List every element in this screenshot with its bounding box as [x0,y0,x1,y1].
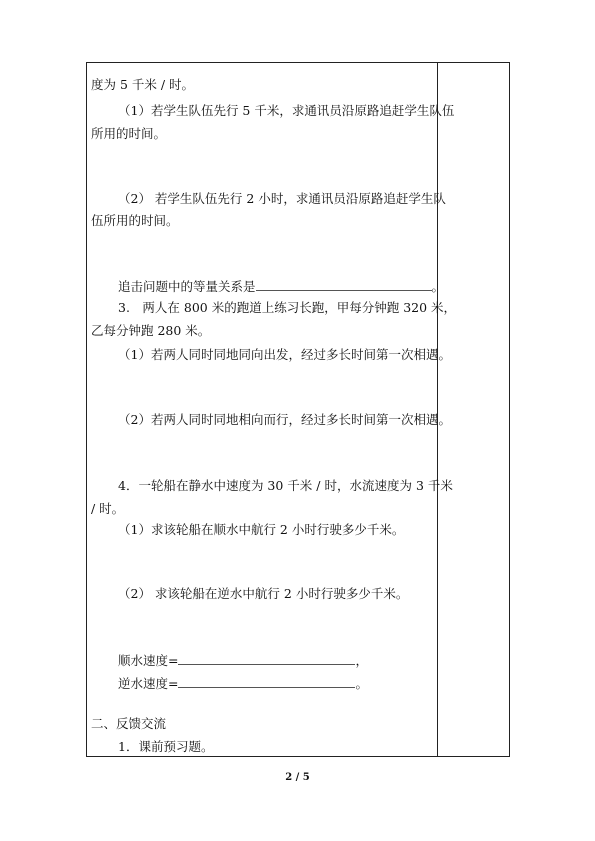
upstream-speed-label: 逆水速度= [118,676,179,691]
problem-3-line-2: 乙每分钟跑 280 米。 [91,323,211,338]
text-line-speed: 度为 5 千米 / 时。 [91,77,195,92]
feedback-item-1: 1．课前预习题。 [118,739,214,754]
upstream-speed-blank[interactable] [178,675,355,688]
upstream-speed-end: 。 [355,676,368,691]
question-1-line-1: （1）若学生队伍先行 5 千米，求通讯员沿原路追赶学生队伍 [118,103,455,118]
table-column-divider [437,62,438,757]
section-heading-feedback: 二、反馈交流 [91,716,167,731]
question-2-line-1: （2） 若学生队伍先行 2 小时，求通讯员沿原路追赶学生队 [118,191,446,206]
chase-relation-label: 追击问题中的等量关系是 [118,279,256,294]
question-1-line-2: 所用的时间。 [91,126,167,141]
problem-4-question-1: （1）求该轮船在顺水中航行 2 小时行驶多少千米。 [118,522,405,537]
problem-4-line-2: / 时。 [91,501,125,516]
downstream-speed-blank[interactable] [178,652,355,665]
problem-3-question-1: （1）若两人同时同地同向出发，经过多长时间第一次相遇。 [118,347,451,362]
downstream-speed-label: 顺水速度= [118,653,179,668]
problem-4-question-2: （2） 求该轮船在逆水中航行 2 小时行驶多少千米。 [118,586,409,601]
upstream-speed-line [118,675,368,692]
downstream-speed-end: ， [355,653,368,668]
chase-relation-blank[interactable] [256,278,432,291]
problem-3-line-1: 3. 两人在 800 米的跑道上练习长跑，甲每分钟跑 320 米， [118,300,457,315]
problem-3-question-2: （2）若两人同时同地相向而行，经过多长时间第一次相遇。 [118,412,451,427]
chase-relation-end: 。 [431,279,445,294]
chase-relation-line [118,278,444,295]
question-2-line-2: 伍所用的时间。 [91,213,179,228]
downstream-speed-line [118,652,368,669]
page-number: 2 / 5 [285,772,310,783]
problem-4-line-1: 4．一轮船在静水中速度为 30 千米 / 时，水流速度为 3 千米 [118,478,453,493]
